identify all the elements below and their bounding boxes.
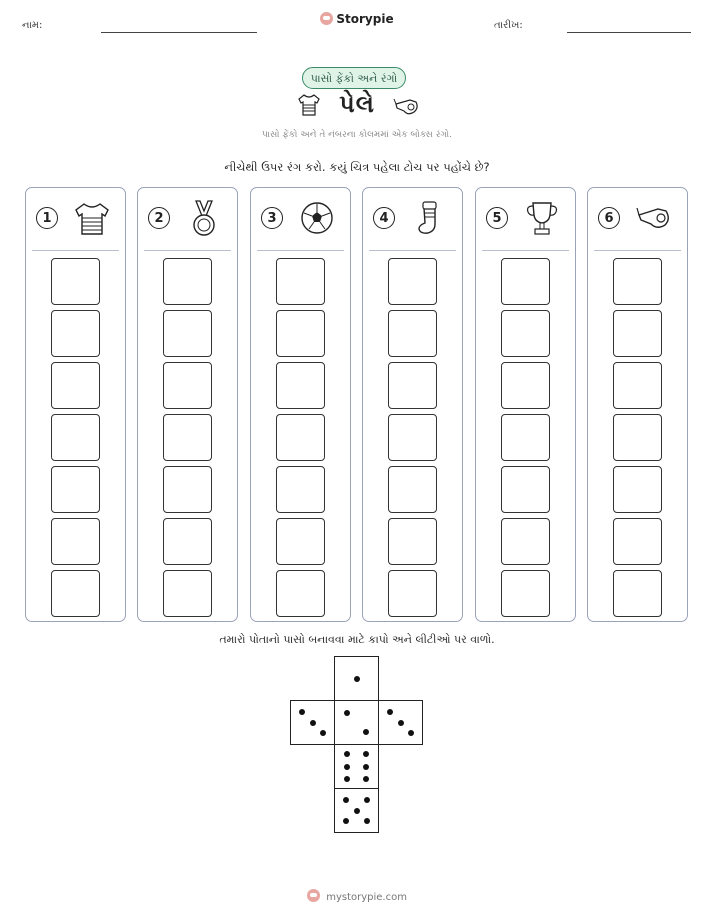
color-box[interactable] [613, 310, 662, 357]
color-box[interactable] [501, 466, 550, 513]
column-4 [362, 187, 463, 622]
instruction: નીચેથી ઉપર રંગ કરો. કયું ચિત્ર પહેલા ટોચ પર પહોંચે છે? [224, 160, 490, 174]
color-box[interactable] [276, 570, 325, 617]
column-number: 4 [373, 207, 395, 229]
dice-pip [343, 797, 349, 803]
subtitle: પાસો ફેંકો અને તે નંબરના કોલમમાં એક બોક્સ રંગો. [261, 130, 453, 140]
dice-face [334, 700, 379, 745]
trophy-icon [522, 198, 562, 238]
dice-pip [344, 764, 350, 770]
color-box[interactable] [51, 362, 100, 409]
footer [0, 889, 714, 903]
dice-face [290, 700, 335, 745]
dice-pip [354, 808, 360, 814]
color-box[interactable] [613, 362, 662, 409]
column-divider [144, 250, 231, 251]
color-box[interactable] [51, 258, 100, 305]
sock-icon [409, 198, 449, 238]
column-6 [587, 187, 688, 622]
column-2 [137, 187, 238, 622]
color-box[interactable] [613, 414, 662, 461]
page-title: પેલે [339, 90, 375, 118]
dice-pip [354, 676, 360, 682]
dice-face [334, 744, 379, 789]
color-box[interactable] [613, 570, 662, 617]
color-box[interactable] [388, 310, 437, 357]
color-box[interactable] [51, 570, 100, 617]
color-box[interactable] [613, 258, 662, 305]
cut-instruction: તમારો પોતાનો પાસો બનાવવા માટે કાપો અને લીટીઓ પર વાળો. [219, 633, 495, 646]
color-box[interactable] [163, 310, 212, 357]
storypie-logo-icon [320, 12, 333, 25]
column-3 [250, 187, 351, 622]
color-box[interactable] [388, 466, 437, 513]
color-box[interactable] [388, 518, 437, 565]
color-box[interactable] [501, 362, 550, 409]
dice-face [334, 788, 379, 833]
brand-header [0, 12, 714, 26]
column-divider [482, 250, 569, 251]
column-number: 6 [598, 207, 620, 229]
dice-pip [363, 776, 369, 782]
color-box[interactable] [388, 414, 437, 461]
color-box[interactable] [51, 310, 100, 357]
whistle-icon [634, 198, 674, 238]
dice-face [378, 700, 423, 745]
color-box[interactable] [276, 362, 325, 409]
color-box[interactable] [163, 414, 212, 461]
activity-badge: પાસો ફેંકો અને રંગો [302, 67, 406, 89]
color-box[interactable] [388, 570, 437, 617]
dice-face [334, 656, 379, 701]
dice-pip [344, 710, 350, 716]
dice-pip [398, 720, 404, 726]
dice-pip [299, 709, 305, 715]
medal-icon [184, 198, 224, 238]
footer-url[interactable]: mystorypie.com [326, 892, 407, 903]
dice-pip [310, 720, 316, 726]
color-box[interactable] [276, 466, 325, 513]
dice-pip [344, 776, 350, 782]
dice-pip [343, 818, 349, 824]
soccer-ball-icon [297, 198, 337, 238]
dice-pip [320, 730, 326, 736]
column-divider [32, 250, 119, 251]
color-box[interactable] [501, 570, 550, 617]
dice-pip [363, 764, 369, 770]
color-box[interactable] [276, 258, 325, 305]
column-divider [369, 250, 456, 251]
color-box[interactable] [51, 518, 100, 565]
column-number: 3 [261, 207, 283, 229]
name-line[interactable] [101, 32, 257, 33]
color-box[interactable] [501, 310, 550, 357]
dice-pip [363, 729, 369, 735]
dice-pip [408, 730, 414, 736]
color-box[interactable] [163, 466, 212, 513]
dice-pip [363, 751, 369, 757]
tshirt-icon [72, 198, 112, 238]
footer-logo-icon [307, 889, 320, 902]
color-box[interactable] [501, 258, 550, 305]
dice-pip [344, 751, 350, 757]
dice-pip [364, 818, 370, 824]
color-box[interactable] [276, 310, 325, 357]
color-box[interactable] [276, 518, 325, 565]
color-box[interactable] [163, 570, 212, 617]
color-box[interactable] [613, 466, 662, 513]
column-1 [25, 187, 126, 622]
column-divider [257, 250, 344, 251]
color-box[interactable] [388, 258, 437, 305]
color-box[interactable] [613, 518, 662, 565]
color-box[interactable] [163, 518, 212, 565]
title-whistle-icon [392, 94, 420, 118]
color-box[interactable] [163, 362, 212, 409]
color-box[interactable] [51, 414, 100, 461]
brand-name: Storypie [336, 12, 394, 26]
color-box[interactable] [163, 258, 212, 305]
column-number: 1 [36, 207, 58, 229]
column-5 [475, 187, 576, 622]
column-number: 2 [148, 207, 170, 229]
name-label: નામ: [22, 20, 43, 31]
column-divider [594, 250, 681, 251]
date-line[interactable] [567, 32, 691, 33]
color-box[interactable] [388, 362, 437, 409]
column-number: 5 [486, 207, 508, 229]
dice-pip [387, 709, 393, 715]
color-box[interactable] [501, 414, 550, 461]
dice-pip [364, 797, 370, 803]
color-box[interactable] [501, 518, 550, 565]
color-box[interactable] [276, 414, 325, 461]
color-box[interactable] [51, 466, 100, 513]
date-label: તારીખ: [494, 20, 523, 31]
